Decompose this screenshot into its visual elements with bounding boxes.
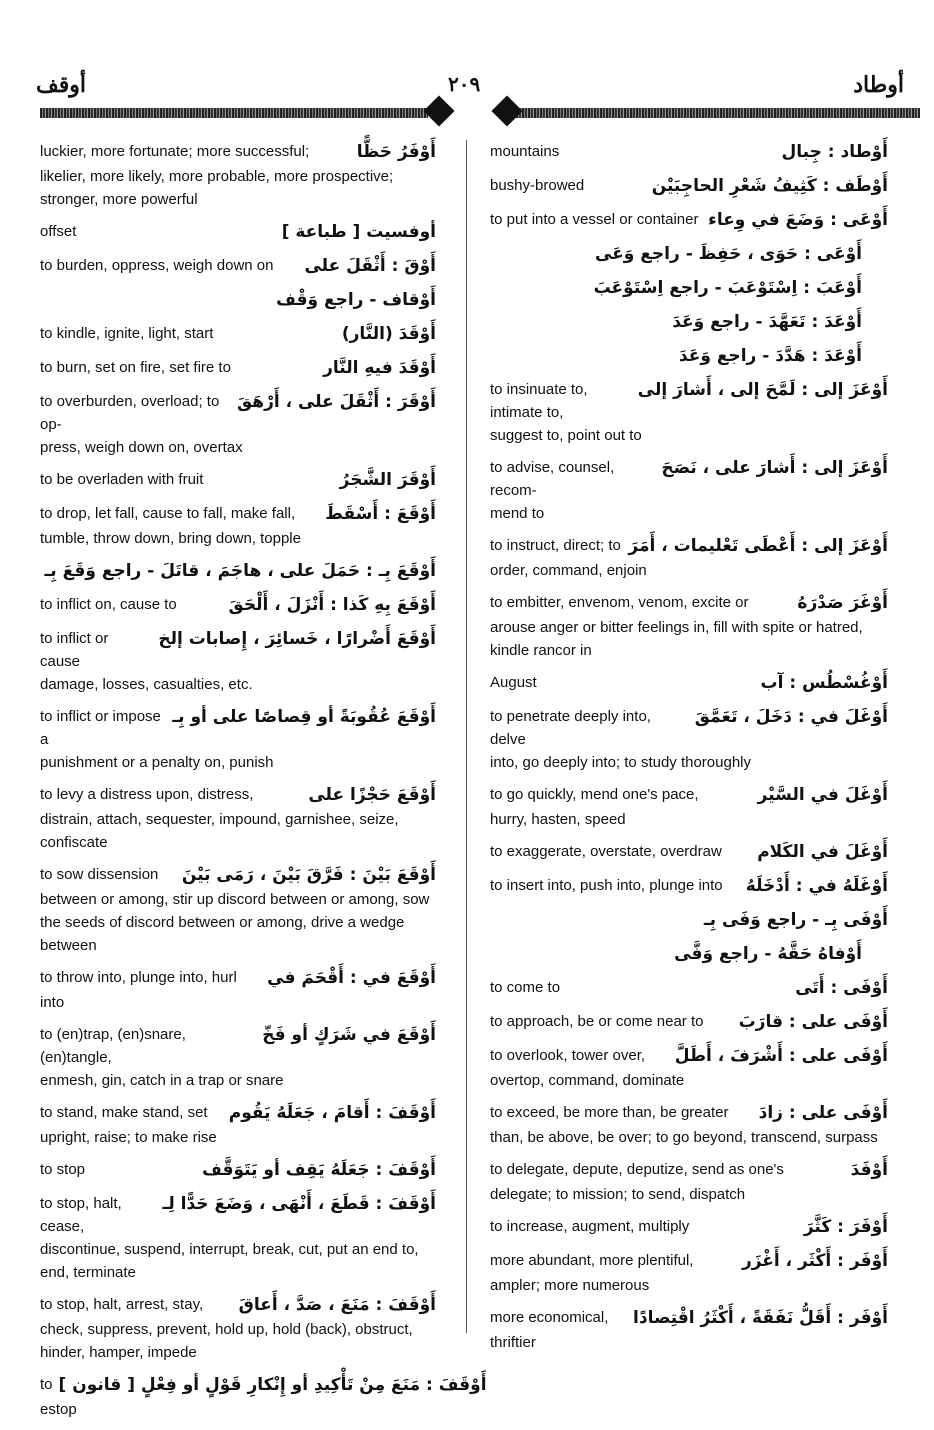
arabic-headword: أَوْطاد : جِبال	[781, 142, 888, 162]
english-definition-continued: arouse anger or bitter feelings in, fill with spite or hatred, kindle rancor in	[490, 619, 863, 659]
dictionary-entry	[490, 456, 888, 525]
english-definition-continued: ampler; more numerous	[490, 1277, 650, 1294]
entry-line	[40, 1373, 487, 1398]
dictionary-entry	[490, 276, 888, 301]
entry-line	[40, 627, 436, 673]
english-definition: to exaggerate, overstate, overdraw	[490, 843, 722, 860]
arabic-headword: أَوْقَعَ : أَسْقَطَ	[325, 504, 436, 524]
dictionary-entry	[40, 966, 436, 1014]
entry-line	[490, 1044, 888, 1069]
dictionary-entry	[40, 356, 436, 381]
entry-line	[490, 671, 888, 696]
dictionary-entry	[490, 1101, 888, 1149]
entry-line	[490, 874, 888, 899]
arabic-headword: أَوْقَعَ عُقُوبَةً أو قِصاصًا على أو بِـ	[172, 707, 436, 727]
english-definition: to approach, be or come near to	[490, 1013, 704, 1030]
dictionary-entry	[490, 705, 888, 774]
entry-line	[490, 1215, 888, 1240]
dictionary-entry	[40, 468, 436, 493]
english-definition-continued: between or among, stir up discord between or among, sow the seeds of discord between or among, drive a wedge between	[40, 891, 430, 954]
english-definition: more economical,	[490, 1309, 609, 1326]
dictionary-entry	[490, 1158, 888, 1206]
english-definition: to penetrate deeply into, delve	[490, 708, 651, 748]
arabic-headword: أَوْقَفَ : جَعَلَهُ يَقِف أو يَتَوَقَّف	[202, 1160, 436, 1180]
arabic-headword: أَوْقَعَ في : أَقْحَمَ في	[267, 968, 436, 988]
english-definition: to embitter, envenom, venom, excite or	[490, 594, 749, 611]
arabic-headword: أَوْعَزَ إلى : أَشارَ على ، نَصَحَ	[661, 458, 888, 478]
arabic-headword: أَوْفَى بِـ - راجع وَفَى بِـ	[703, 910, 888, 930]
english-definition-continued: estop	[40, 1401, 77, 1418]
dictionary-entry	[490, 840, 888, 865]
dictionary-entry	[490, 1215, 888, 1240]
entry-line	[40, 1101, 436, 1126]
english-definition-continued: delegate; to mission; to send, dispatch	[490, 1186, 746, 1203]
dictionary-entry	[40, 1158, 436, 1183]
dictionary-entry	[40, 390, 436, 459]
entry-line	[40, 288, 436, 313]
entry-line	[490, 276, 888, 301]
dictionary-entry	[490, 942, 888, 967]
english-definition-continued: order, command, enjoin	[490, 562, 647, 579]
english-definition-continued: suggest to, point out to	[490, 427, 642, 444]
arabic-headword: أَوْفَى على : قارَبَ	[738, 1012, 888, 1032]
entry-line	[40, 356, 436, 381]
english-definition-continued: than, be above, be over; to go beyond, transcend, surpass	[490, 1129, 878, 1146]
arabic-headword: أَوْقَعَ حَجْزًا على	[308, 785, 436, 805]
english-definition: offset	[40, 223, 77, 240]
english-definition-continued: press, weigh down on, overtax	[40, 439, 243, 456]
dictionary-entry	[40, 705, 436, 774]
dictionary-entry	[490, 591, 888, 662]
entry-line	[490, 456, 888, 502]
entry-line	[40, 468, 436, 493]
dictionary-entry	[490, 174, 888, 199]
dictionary-entry	[490, 310, 888, 335]
dictionary-entry	[490, 534, 888, 582]
entry-line	[40, 502, 436, 527]
arabic-headword: أَوْطَف : كَثِيفُ شَعْرِ الحاجِبَيْن	[651, 176, 888, 196]
entry-line	[40, 863, 436, 888]
entry-line	[490, 242, 888, 267]
entry-line	[490, 1101, 888, 1126]
dictionary-entry	[40, 288, 436, 313]
page-number: ٢٠٩	[448, 74, 481, 96]
entry-line	[40, 390, 436, 436]
left-column	[40, 140, 487, 1430]
entry-line	[490, 208, 888, 233]
entry-line	[490, 344, 888, 369]
dictionary-entry	[490, 1044, 888, 1092]
english-definition-continued: into	[40, 994, 65, 1011]
header-left-word: أوقف	[36, 72, 87, 97]
dictionary-entry	[490, 344, 888, 369]
english-definition: to come to	[490, 979, 561, 996]
dictionary-entry	[490, 1306, 888, 1354]
arabic-headword: أَوْفَى على : أَشْرَفَ ، أَطَلَّ	[674, 1046, 888, 1066]
english-definition: to	[40, 1376, 53, 1393]
dictionary-entry	[40, 322, 436, 347]
arabic-headword: أَوْغَرَ صَدْرَهُ	[797, 593, 888, 613]
entry-line	[40, 220, 436, 245]
english-definition: to put into a vessel or container	[490, 211, 699, 228]
entry-line	[40, 1293, 436, 1318]
dictionary-entry	[490, 908, 888, 933]
arabic-headword: أَوْعَى : حَوَى ، حَفِظَ - راجع وَعَى	[595, 244, 862, 264]
arabic-headword: أَوْقَفَ : مَنَعَ ، صَدَّ ، أَعاقَ	[238, 1295, 436, 1315]
english-definition: to insinuate to, intimate to,	[490, 381, 588, 421]
entry-line	[490, 591, 888, 616]
english-definition: to levy a distress upon, distress,	[40, 786, 254, 803]
arabic-headword: أَوْفَر : أَقَلُّ نَفَقَةً ، أَكْثَرُ اقْتِصادًا	[633, 1308, 888, 1328]
english-definition: to go quickly, mend one's pace,	[490, 786, 699, 803]
entry-line	[40, 254, 436, 279]
arabic-headword: أَوْقَدَ فيهِ النَّار	[323, 358, 436, 378]
arabic-headword: أَوْغَلَ في الكَلام	[757, 842, 888, 862]
english-definition: to (en)trap, (en)snare, (en)tangle,	[40, 1026, 186, 1066]
arabic-headword: أَوْفاهُ حَقَّهُ - راجع وَفَّى	[674, 944, 862, 964]
dictionary-entry	[40, 593, 436, 618]
english-definition: to stop, halt, cease,	[40, 1195, 122, 1235]
entry-line	[490, 976, 888, 1001]
english-definition: to inflict or impose a	[40, 708, 161, 748]
english-definition: to increase, augment, multiply	[490, 1218, 690, 1235]
arabic-headword: أَوْفَدَ	[850, 1160, 888, 1180]
english-definition: to instruct, direct; to	[490, 537, 621, 554]
english-definition-continued: enmesh, gin, catch in a trap or snare	[40, 1072, 284, 1089]
english-definition: to overburden, overload; to op-	[40, 393, 220, 433]
dictionary-entry	[40, 783, 436, 854]
dictionary-entry	[490, 874, 888, 899]
english-definition: mountains	[490, 143, 560, 160]
header-rule-left	[40, 108, 428, 118]
entry-line	[40, 140, 436, 165]
english-definition-continued: discontinue, suspend, interrupt, break, cut, put an end to, end, terminate	[40, 1241, 419, 1281]
entry-line	[490, 140, 888, 165]
entry-line	[40, 322, 436, 347]
english-definition: to inflict on, cause to	[40, 596, 177, 613]
entry-line	[40, 593, 436, 618]
arabic-headword: أَوْعَدَ : هَدَّدَ - راجع وَعَدَ	[678, 346, 862, 366]
english-definition: to stand, make stand, set	[40, 1104, 208, 1121]
entry-line	[40, 705, 436, 751]
entry-line	[490, 1010, 888, 1035]
dictionary-entry	[40, 1023, 436, 1092]
english-definition: to overlook, tower over,	[490, 1047, 646, 1064]
english-definition-continued: mend to	[490, 505, 545, 522]
dictionary-entry	[40, 1293, 436, 1364]
arabic-headword: أَوْقاف - راجع وَقْف	[276, 290, 436, 310]
arabic-headword: أَوْغَلَهُ في : أَدْخَلَهُ	[745, 876, 888, 896]
entry-line	[490, 378, 888, 424]
arabic-headword: أَوْقَ : أَثْقَلَ على	[304, 256, 436, 276]
dictionary-entry	[40, 1373, 487, 1421]
dictionary-entry	[490, 378, 888, 447]
english-definition: to burden, oppress, weigh down on	[40, 257, 274, 274]
english-definition: to stop, halt, arrest, stay,	[40, 1296, 204, 1313]
arabic-headword: أَوْعَزَ إلى : لَمَّحَ إلى ، أَشارَ إلى	[637, 380, 888, 400]
dictionary-entry	[490, 140, 888, 165]
entry-line	[40, 1192, 436, 1238]
entry-line	[40, 783, 436, 808]
diamond-ornament-right	[491, 95, 522, 126]
arabic-headword: أَوْقَعَ بَيْنَ : فَرَّقَ بَيْنَ ، رَمَى بَيْنَ	[181, 865, 436, 885]
english-definition-continued: distrain, attach, sequester, impound, garnishee, seize, confiscate	[40, 811, 399, 851]
entry-line	[40, 966, 436, 991]
entry-line	[490, 534, 888, 559]
entry-line	[490, 840, 888, 865]
arabic-headword: أَوْقَعَ بِـ : حَمَلَ على ، هاجَمَ ، قاتَلَ - راجع وَقَعَ بِـ	[44, 561, 436, 581]
header-right-word: أوطاد	[853, 72, 904, 97]
english-definition-continued: upright, raise; to make rise	[40, 1129, 217, 1146]
dictionary-entry	[490, 1249, 888, 1297]
arabic-headword: أَوْقَفَ : أَقامَ ، جَعَلَهُ يَقُوم	[228, 1103, 436, 1123]
dictionary-entry	[40, 559, 436, 584]
english-definition-continued: overtop, command, dominate	[490, 1072, 685, 1089]
dictionary-entry	[490, 976, 888, 1001]
dictionary-entry	[40, 140, 436, 211]
english-definition-continued: tumble, throw down, bring down, topple	[40, 530, 301, 547]
english-definition: to throw into, plunge into, hurl	[40, 969, 237, 986]
english-definition: to sow dissension	[40, 866, 159, 883]
dictionary-entry	[40, 502, 436, 550]
entry-line	[490, 908, 888, 933]
english-definition: to burn, set on fire, set fire to	[40, 359, 231, 376]
entry-line	[490, 705, 888, 751]
english-definition: to exceed, be more than, be greater	[490, 1104, 729, 1121]
english-definition: bushy-browed	[490, 177, 585, 194]
arabic-headword: أَوْفَرُ حَظًّا	[356, 142, 436, 162]
arabic-headword: أَوْغَلَ في السَّيْر	[757, 785, 888, 805]
header-rule-right	[516, 108, 920, 118]
english-definition-continued: check, suppress, prevent, hold up, hold (back), obstruct, hinder, hamper, impede	[40, 1321, 413, 1361]
entry-line	[490, 174, 888, 199]
dictionary-entry	[40, 1101, 436, 1149]
arabic-headword: أَوْقَفَ : قَطَعَ ، أَنْهَى ، وَضَعَ حَدًّا لِـ	[162, 1194, 436, 1214]
entry-line	[490, 1249, 888, 1274]
arabic-headword: أَوْعَى : وَضَعَ في وِعاء	[708, 210, 888, 230]
arabic-headword: أَوْقَفَ : مَنَعَ مِنْ تَأْكِيدِ أو إِنْكارِ قَوْلٍ أو فِعْلٍ [ قانون ]	[58, 1375, 487, 1395]
dictionary-entry	[490, 208, 888, 233]
column-divider	[466, 140, 467, 1333]
arabic-headword: أَوْعَبَ : اِسْتَوْعَبَ - راجع اِسْتَوْعَبَ	[593, 278, 862, 298]
english-definition-continued: into, go deeply into; to study thoroughly	[490, 754, 752, 771]
arabic-headword: أَوْفَر : أَكْثَر ، أَغْزَر	[741, 1251, 888, 1271]
english-definition: to drop, let fall, cause to fall, make fall,	[40, 505, 296, 522]
arabic-headword: أَوْقَدَ (النَّار)	[341, 324, 436, 344]
diamond-ornament-left	[423, 95, 454, 126]
arabic-headword: أَوْقَعَ في شَرَكٍ أو فَخّ	[262, 1025, 436, 1045]
english-definition: to be overladen with fruit	[40, 471, 204, 488]
english-definition: luckier, more fortunate; more successful;	[40, 143, 310, 160]
dictionary-entry	[490, 1010, 888, 1035]
arabic-headword: أَوْفَى : أَتَى	[795, 978, 888, 998]
arabic-headword: أوفسيت [ طباعة ]	[281, 222, 436, 242]
arabic-headword: أَوْقَرَ : أَثْقَلَ على ، أَرْهَقَ	[236, 392, 436, 412]
dictionary-entry	[40, 863, 436, 957]
dictionary-entry	[490, 783, 888, 831]
entry-line	[40, 1023, 436, 1069]
arabic-headword: أَوْفَرَ : كَثَّرَ	[803, 1217, 888, 1237]
english-definition: to insert into, push into, plunge into	[490, 877, 723, 894]
english-definition-continued: damage, losses, casualties, etc.	[40, 676, 253, 693]
dictionary-entry	[490, 242, 888, 267]
arabic-headword: أَوْقَعَ بِهِ كَذا : أَنْزَلَ ، أَلْحَقَ	[228, 595, 436, 615]
arabic-headword: أَوْقَعَ أَضْرارًا ، خَسائِرَ ، إِصابات إلخ	[158, 629, 436, 649]
arabic-headword: أَوْغَلَ في : دَخَلَ ، تَعَمَّقَ	[694, 707, 888, 727]
dictionary-entry	[40, 627, 436, 696]
dictionary-entry	[40, 220, 436, 245]
english-definition: to kindle, ignite, light, start	[40, 325, 214, 342]
arabic-headword: أَوْقَرَ الشَّجَرُ	[339, 470, 436, 490]
entry-line	[40, 1158, 436, 1183]
arabic-headword: أَوْعَزَ إلى : أَعْطَى تَعْليمات ، أَمَرَ	[628, 536, 888, 556]
arabic-headword: أَوْعَدَ : تَعَهَّدَ - راجع وَعَدَ	[672, 312, 862, 332]
english-definition: to inflict or cause	[40, 630, 109, 670]
entry-line	[40, 559, 436, 584]
arabic-headword: أَوْغُسْطُس : آب	[760, 673, 888, 693]
entry-line	[490, 310, 888, 335]
english-definition: August	[490, 674, 537, 691]
entry-line	[490, 1306, 888, 1331]
english-definition: to delegate, depute, deputize, send as one's	[490, 1161, 784, 1178]
entry-line	[490, 1158, 888, 1183]
english-definition-continued: thriftier	[490, 1334, 536, 1351]
english-definition-continued: punishment or a penalty on, punish	[40, 754, 274, 771]
english-definition-continued: likelier, more likely, more probable, more prospective; stronger, more powerful	[40, 168, 394, 208]
english-definition: to advise, counsel, recom-	[490, 459, 615, 499]
english-definition: more abundant, more plentiful,	[490, 1252, 694, 1269]
dictionary-entry	[490, 671, 888, 696]
right-column	[490, 140, 888, 1363]
english-definition: to stop	[40, 1161, 86, 1178]
entry-line	[490, 942, 888, 967]
entry-line	[490, 783, 888, 808]
arabic-headword: أَوْفَى على : زادَ	[758, 1103, 888, 1123]
dictionary-entry	[40, 254, 436, 279]
english-definition-continued: hurry, hasten, speed	[490, 811, 626, 828]
dictionary-entry	[40, 1192, 436, 1284]
